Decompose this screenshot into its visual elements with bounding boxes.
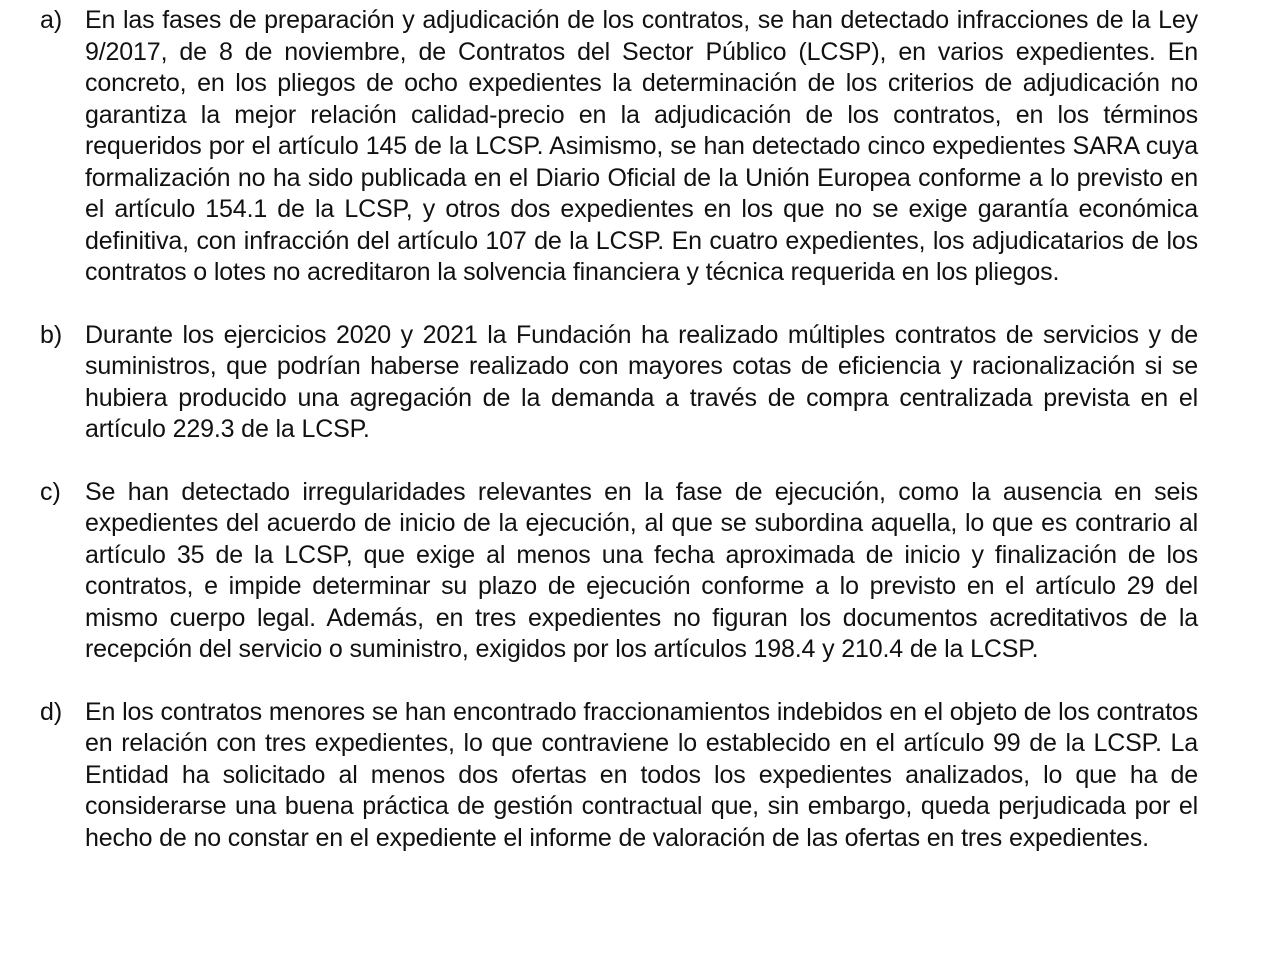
list-marker: b) xyxy=(40,320,63,349)
list-item-a xyxy=(40,5,1198,289)
paragraph: En los contratos menores se han encontrado fraccionamientos indebidos en el objeto de los contratos en relación con tres expedientes, lo que contraviene lo establecido en el artículo 99 de la LCSP. La Entidad ha solicitado al menos dos ofertas en todos los expedientes analizados, lo que ha de considerarse una buena práctica de gestión contractual que, sin embargo, queda perjudicada por el hecho de no constar en el expediente el informe de valoración de las ofertas en tres expedientes. xyxy=(85,697,1198,852)
list-marker: c) xyxy=(40,477,61,506)
list-marker: d) xyxy=(40,697,63,726)
paragraph: En las fases de preparación y adjudicación de los contratos, se han detectado infracciones de la Ley 9/2017, de 8 de noviembre, de Contratos del Sector Público (LCSP), en varios expedientes. En concreto, en los pliegos de ocho expedientes la determinación de los criterios de adjudicación no garantiza la mejor relación calidad-precio en la adjudicación de los contratos, en los términos requeridos por el artículo 145 de la LCSP. Asimismo, se han detectado cinco expedientes SARA cuya formalización no ha sido publicada en el Diario Oficial de la Unión Europea conforme a lo previsto en el artículo 154.1 de la LCSP, y otros dos expedientes en los que no se exige garantía económica definitiva, con infracción del artículo 107 de la LCSP. En cuatro expedientes, los adjudicatarios de los contratos o lotes no acreditaron la solvencia financiera y técnica requerida en los pliegos. xyxy=(85,6,1198,286)
paragraph: Durante los ejercicios 2020 y 2021 la Fundación ha realizado múltiples contratos de servicios y de suministros, que podrían haberse realizado con mayores cotas de eficiencia y racionalización si se hubiera producido una agregación de la demanda a través de compra centralizada prevista en el artículo 229.3 de la LCSP. xyxy=(85,320,1198,443)
paragraph: Se han detectado irregularidades relevantes en la fase de ejecución, como la ausencia en seis expedientes del acuerdo de inicio de la ejecución, al que se subordina aquella, lo que es contrario al artículo 35 de la LCSP, que exige al menos una fecha aproximada de inicio y finalización de los contratos, e impide determinar su plazo de ejecución conforme a lo previsto en el artículo 29 del mismo cuerpo legal. Además, en tres expedientes no figuran los documentos acreditativos de la recepción del servicio o suministro, exigidos por los artículos 198.4 y 210.4 de la LCSP. xyxy=(85,477,1198,663)
list-marker: a) xyxy=(40,6,63,34)
list-item-c xyxy=(40,477,1198,666)
list-item-d xyxy=(40,697,1198,855)
list-item-b xyxy=(40,320,1198,446)
